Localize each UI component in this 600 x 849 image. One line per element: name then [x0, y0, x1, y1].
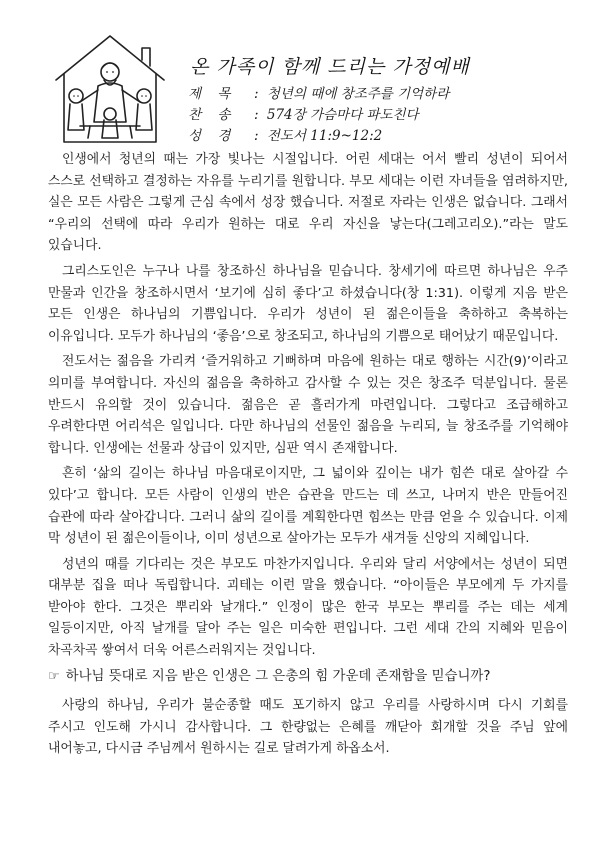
body-paragraph: 인생에서 청년의 때는 가장 빛나는 시절입니다. 어린 세대는 어서 빨리 성년이 되어서 스스로 선택하고 결정하는 자유를 누리기를 원합니다. 부모 세대는 이런 자녀들을 염려하지만, 실은 모든 사람은 그렇게 근심 속에서 성장 했습니다. 저절로 자라는 인생은 없습니다. 그래서 “우리의 선택에 따라 우리가 원하는 대로 우리 자신을 낳는다(그레고리오).”라는 말도 있습니다. — [48, 152, 568, 254]
meta-row-title — [188, 84, 449, 105]
sermon-meta — [188, 84, 449, 147]
pointing-hand-icon: ☞ — [48, 668, 60, 684]
meta-label: 제 목 — [188, 86, 237, 102]
closing-prayer: 사랑의 하나님, 우리가 불순종할 때도 포기하지 않고 우리를 사랑하시며 다시 기회를 주시고 인도해 가시니 감사합니다. 그 한량없는 은혜를 깨닫아 회개할 것을 주님 앞에 내어놓고, 다시금 주님께서 원하시는 길로 달려가게 하옵소서. — [48, 698, 568, 757]
question-text: 하나님 뜻대로 지음 받은 인생은 그 은총의 힘 가운데 존재함을 믿습니까? — [65, 668, 491, 684]
page-title: 온 가족이 함께 드리는 가정예배 — [190, 56, 470, 78]
body-paragraph: 성년의 때를 기다리는 것은 부모도 마찬가지입니다. 우리와 달리 서양에서는 성년이 되면 대부분 집을 떠나 독립합니다. 괴테는 이런 말을 했습니다. “아이들은 부모에게 두 가지를 받아야 한다. 그것은 뿌리와 날개다.” 인정이 많은 한국 부모는 뿌리를 주는 데는 세계 일등이지만, 아직 날개를 달아 주는 일은 미숙한 편입니다. 그런 세대 간의 지혜와 믿음이 차곡차곡 쌓여서 더욱 어른스러워지는 것입니다. — [48, 556, 568, 659]
meta-value: 574장 가슴마다 파도친다 — [266, 107, 419, 123]
meta-row-scripture — [188, 126, 449, 147]
meta-separator: : — [254, 86, 259, 102]
meta-separator: : — [254, 128, 259, 144]
body-paragraph: 흔히 ‘삶의 길이는 하나님 마음대로이지만, 그 넓이와 깊이는 내가 힘쓴 대로 살아갈 수 있다’고 합니다. 모든 사람이 인생의 반은 습관을 만드는 데 쓰고, 나머지 반은 만들어진 습관에 따라 살아갑니다. 그러니 삶의 길이를 계획한다면 힘쓰는 만큼 얻을 수 있습니다. 이제 막 성년이 된 젊은이들이나, 이미 성년으로 살아가는 모두가 새겨둘 신앙의 지혜입니다. — [48, 466, 568, 547]
meta-value: 청년의 때에 창조주를 기억하라 — [266, 86, 450, 102]
family-house-logo — [50, 30, 170, 148]
meta-separator: : — [254, 107, 259, 123]
meta-row-hymn — [188, 105, 449, 126]
body-paragraph: 전도서는 젊음을 가리켜 ‘즐거워하고 기뻐하며 마음에 원하는 대로 행하는 시간(9)’이라고 의미를 부여합니다. 자신의 젊음을 축하하고 감사할 수 있는 것은 창조주 덕분입니다. 물론 반드시 유의할 것이 있습니다. 젊음은 곧 흘러가게 마련입니다. 그렇다고 조급해하고 우려한다면 어리석은 일입니다. 다만 하나님의 선물인 젊음을 누리되, 늘 창조주를 기억해야 합니다. 인생에는 선물과 상급이 있지만, 심판 역시 존재합니다. — [48, 354, 568, 456]
body-paragraph: 그리스도인은 누구나 나를 창조하신 하나님을 믿습니다. 창세기에 따르면 하나님은 우주 만물과 인간을 창조하시면서 ‘보기에 심히 좋다’고 하셨습니다(창 1:31). 이렇게 지음 받은 모든 인생은 하나님의 기쁨입니다. 우리가 성년이 된 젊은이들을 축하하고 축복하는 이유입니다. 모두가 하나님의 ‘좋음’으로 창조되고, 하나님의 기쁨으로 태어났기 때문입니다. — [48, 263, 568, 344]
meta-label: 성 경 — [188, 128, 237, 144]
sermon-body — [48, 149, 568, 760]
meta-value: 전도서 11:9~12:2 — [266, 128, 383, 144]
meta-label: 찬 송 — [188, 107, 237, 123]
reflection-question — [48, 666, 568, 688]
header — [0, 0, 600, 148]
